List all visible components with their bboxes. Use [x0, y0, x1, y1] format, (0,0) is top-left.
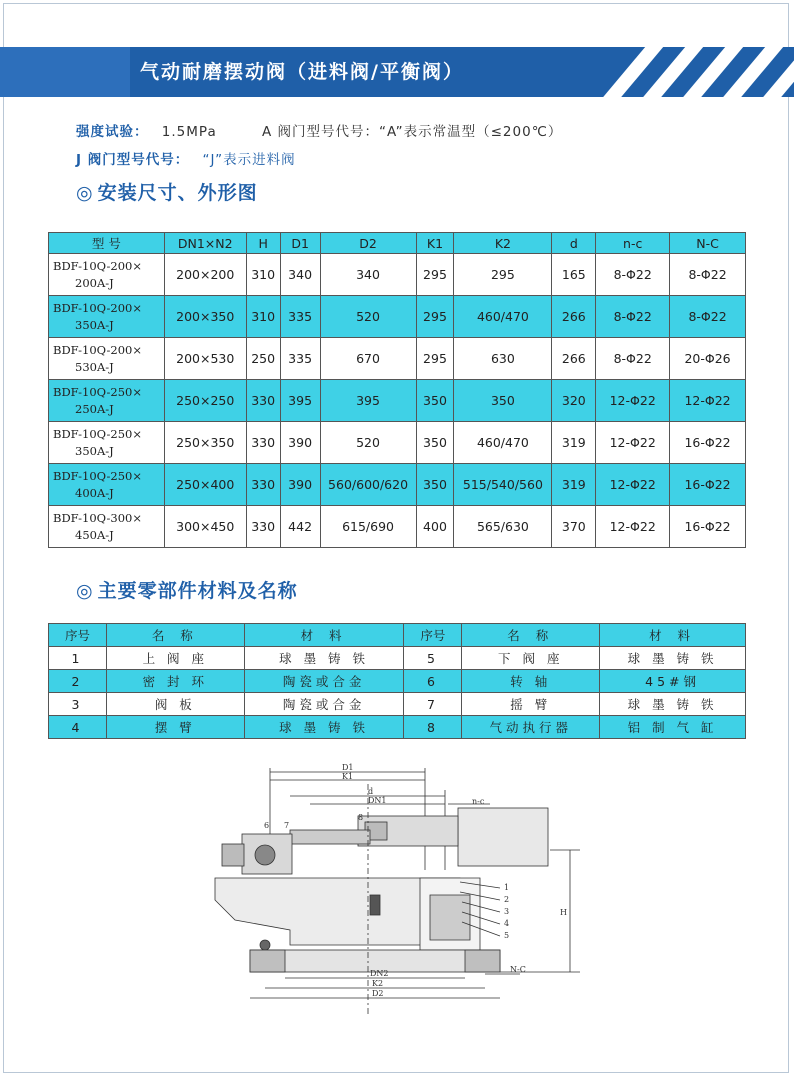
table-cell: 200×530	[164, 338, 246, 380]
table-cell: 400	[416, 506, 454, 548]
table-header-row	[49, 624, 746, 647]
label-D1: D1	[342, 763, 354, 772]
model-line: 200A-J	[75, 275, 114, 290]
col-header: D1	[280, 233, 320, 254]
table-row	[49, 254, 746, 296]
table-cell: 319	[552, 422, 596, 464]
model-line: BDF-10Q-250×	[53, 384, 142, 399]
label-DN1: DN1	[368, 796, 387, 805]
col-header: 材 料	[244, 624, 404, 647]
table-cell: 515/540/560	[454, 464, 552, 506]
table-cell: 12-Φ22	[596, 464, 670, 506]
col-header: d	[552, 233, 596, 254]
table-cell: 320	[552, 380, 596, 422]
table-cell: 12-Φ22	[670, 380, 746, 422]
table-cell: 319	[552, 464, 596, 506]
flange-bolt-left	[250, 950, 285, 972]
table-cell: 300×450	[164, 506, 246, 548]
table-cell: 摆 臂	[106, 716, 244, 739]
table-cell: 520	[320, 296, 416, 338]
label-K1: K1	[342, 772, 354, 781]
actuator-cylinder	[458, 808, 548, 866]
model-line: 350A-J	[75, 317, 114, 332]
col-header: 名 称	[106, 624, 244, 647]
model-line: BDF-10Q-250×	[53, 468, 142, 483]
table-cell: 295	[416, 338, 454, 380]
table-cell: 250	[246, 338, 280, 380]
table-cell: 560/600/620	[320, 464, 416, 506]
table-cell: 460/470	[454, 422, 552, 464]
table-cell: 266	[552, 338, 596, 380]
label-NC: N-C	[510, 965, 526, 974]
model-cell	[49, 296, 165, 338]
table-cell: 球 墨 铸 铁	[244, 716, 404, 739]
table-cell: 370	[552, 506, 596, 548]
table-cell: 16-Φ22	[670, 422, 746, 464]
col-header: D2	[320, 233, 416, 254]
j-code-label: J 阀门型号代号：	[76, 152, 190, 168]
table-cell: 4	[49, 716, 107, 739]
table-cell: 铝 制 气 缸	[600, 716, 746, 739]
table-cell: 8-Φ22	[596, 296, 670, 338]
model-cell	[49, 338, 165, 380]
flange-bolt-right	[465, 950, 500, 972]
table-cell: 12-Φ22	[596, 422, 670, 464]
table-cell: 266	[552, 296, 596, 338]
table-row	[49, 716, 746, 739]
table-cell: 45#钢	[600, 670, 746, 693]
table-cell: 2	[49, 670, 107, 693]
part-label-1: 1	[504, 883, 510, 892]
table-cell: 390	[280, 464, 320, 506]
table-cell: 8-Φ22	[596, 338, 670, 380]
table-cell: 295	[416, 254, 454, 296]
model-line: 530A-J	[75, 359, 114, 374]
table-cell: 3	[49, 693, 107, 716]
col-header: n-c	[596, 233, 670, 254]
table-cell: 340	[280, 254, 320, 296]
part-label-6: 6	[264, 821, 270, 830]
part-label-3: 3	[504, 907, 510, 916]
table-cell: 630	[454, 338, 552, 380]
strength-value: 1.5MPa	[161, 124, 217, 140]
col-header: K1	[416, 233, 454, 254]
table-header-row	[49, 233, 746, 254]
table-cell: 395	[320, 380, 416, 422]
table-cell: 陶瓷或合金	[244, 693, 404, 716]
table-cell: 气动执行器	[462, 716, 600, 739]
section-title: 安装尺寸、外形图	[97, 182, 258, 204]
table-cell: 165	[552, 254, 596, 296]
label-H: H	[560, 908, 567, 917]
part-label-4: 4	[504, 919, 510, 928]
table-cell: 20-Φ26	[670, 338, 746, 380]
strength-label: 强度试验：	[76, 124, 149, 140]
table-cell: 6	[404, 670, 462, 693]
table-cell: 310	[246, 254, 280, 296]
label-DN2: DN2	[370, 969, 389, 978]
model-line: 400A-J	[75, 485, 114, 500]
table-cell: 335	[280, 338, 320, 380]
table-cell: 16-Φ22	[670, 464, 746, 506]
table-cell: 330	[246, 380, 280, 422]
part-label-7: 7	[284, 821, 290, 830]
band-accent	[0, 47, 130, 97]
table-cell: 335	[280, 296, 320, 338]
table-row	[49, 506, 746, 548]
table-cell: 520	[320, 422, 416, 464]
model-cell	[49, 464, 165, 506]
section-title: 主要零部件材料及名称	[97, 580, 298, 602]
table-cell: 16-Φ22	[670, 506, 746, 548]
model-line: 350A-J	[75, 443, 114, 458]
actuator-rod	[290, 830, 370, 844]
table-cell: 250×250	[164, 380, 246, 422]
col-header: 名 称	[462, 624, 600, 647]
valve-outline-drawing	[190, 760, 610, 1020]
section-heading-dimensions	[76, 178, 258, 205]
model-cell	[49, 254, 165, 296]
table-row	[49, 338, 746, 380]
col-header: 材 料	[600, 624, 746, 647]
section-heading-parts	[76, 576, 298, 603]
table-cell: 8-Φ22	[670, 296, 746, 338]
table-cell: 330	[246, 422, 280, 464]
table-cell: 250×400	[164, 464, 246, 506]
table-cell: 460/470	[454, 296, 552, 338]
a-code-text: A 阀门型号代号：“A”表示常温型（≤200℃）	[262, 124, 563, 140]
page-title: 气动耐磨摆动阀（进料阀/平衡阀）	[140, 61, 464, 83]
table-row	[49, 422, 746, 464]
table-cell: 陶瓷或合金	[244, 670, 404, 693]
model-cell	[49, 422, 165, 464]
circle-bullet-icon: ◎	[76, 182, 94, 204]
table-row	[49, 296, 746, 338]
table-cell: 摇 臂	[462, 693, 600, 716]
table-cell: 295	[454, 254, 552, 296]
model-line: BDF-10Q-300×	[53, 510, 142, 525]
table-cell: 350	[454, 380, 552, 422]
table-cell: 250×350	[164, 422, 246, 464]
j-code-value: “J”表示进料阀	[202, 152, 296, 168]
drain-plug	[260, 940, 270, 950]
model-line: BDF-10Q-200×	[53, 258, 142, 273]
table-cell: 295	[416, 296, 454, 338]
part-label-2: 2	[504, 895, 510, 904]
strength-line	[76, 120, 562, 140]
arm-bolt	[370, 895, 380, 915]
model-line: BDF-10Q-200×	[53, 300, 142, 315]
header-band	[0, 47, 794, 97]
col-header: 型 号	[49, 233, 165, 254]
table-cell: 350	[416, 422, 454, 464]
part-label-8: 8	[358, 813, 364, 822]
model-cell	[49, 506, 165, 548]
col-header: K2	[454, 233, 552, 254]
table-cell: 8-Φ22	[596, 254, 670, 296]
table-cell: 球 墨 铸 铁	[244, 647, 404, 670]
table-cell: 转 轴	[462, 670, 600, 693]
table-cell: 球 墨 铸 铁	[600, 647, 746, 670]
table-cell: 8	[404, 716, 462, 739]
col-header: H	[246, 233, 280, 254]
col-header: DN1×N2	[164, 233, 246, 254]
table-cell: 670	[320, 338, 416, 380]
model-cell	[49, 380, 165, 422]
table-cell: 1	[49, 647, 107, 670]
table-cell: 12-Φ22	[596, 380, 670, 422]
parts-table	[48, 623, 746, 739]
model-line: BDF-10Q-250×	[53, 426, 142, 441]
table-cell: 上 阀 座	[106, 647, 244, 670]
table-cell: 350	[416, 380, 454, 422]
table-row	[49, 464, 746, 506]
table-cell: 350	[416, 464, 454, 506]
table-cell: 310	[246, 296, 280, 338]
model-line: 250A-J	[75, 401, 114, 416]
table-cell: 615/690	[320, 506, 416, 548]
label-nc: n-c	[472, 797, 485, 806]
col-header: N-C	[670, 233, 746, 254]
table-cell: 565/630	[454, 506, 552, 548]
table-cell: 200×350	[164, 296, 246, 338]
table-cell: 球 墨 铸 铁	[600, 693, 746, 716]
bearing-housing	[222, 844, 244, 866]
circle-bullet-icon: ◎	[76, 580, 94, 602]
table-cell: 5	[404, 647, 462, 670]
label-D2: D2	[372, 989, 384, 998]
col-header: 序号	[49, 624, 107, 647]
label-K2: K2	[372, 979, 384, 988]
table-cell: 395	[280, 380, 320, 422]
part-label-5: 5	[504, 931, 510, 940]
model-line: 450A-J	[75, 527, 114, 542]
table-cell: 8-Φ22	[670, 254, 746, 296]
table-cell: 12-Φ22	[596, 506, 670, 548]
table-cell: 下 阀 座	[462, 647, 600, 670]
shaft-end	[255, 845, 275, 865]
col-header: 序号	[404, 624, 462, 647]
table-cell: 330	[246, 506, 280, 548]
table-cell: 200×200	[164, 254, 246, 296]
table-cell: 330	[246, 464, 280, 506]
j-code-line	[76, 148, 296, 168]
table-cell: 390	[280, 422, 320, 464]
table-cell: 7	[404, 693, 462, 716]
model-line: BDF-10Q-200×	[53, 342, 142, 357]
table-cell: 340	[320, 254, 416, 296]
table-row	[49, 670, 746, 693]
table-row	[49, 647, 746, 670]
table-cell: 阀 板	[106, 693, 244, 716]
table-cell: 442	[280, 506, 320, 548]
table-row	[49, 693, 746, 716]
table-row	[49, 380, 746, 422]
table-cell: 密 封 环	[106, 670, 244, 693]
dimensions-table	[48, 232, 746, 548]
valve-plate	[430, 895, 470, 940]
label-d: d	[368, 787, 374, 796]
